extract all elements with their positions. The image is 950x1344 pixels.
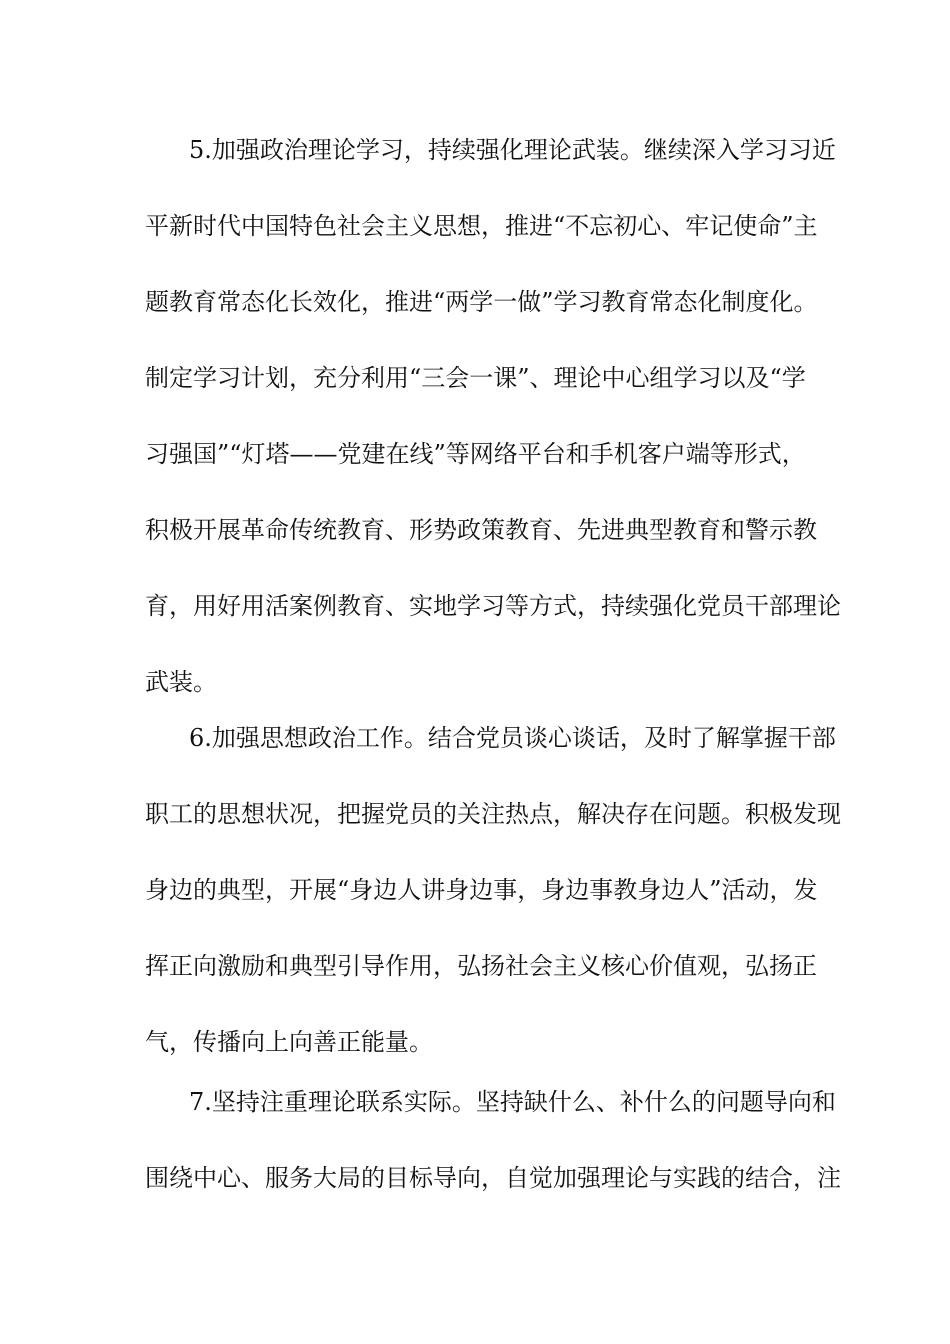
text-line: 平新时代中国特色社会主义思想，推进“不忘初心、牢记使命”主	[145, 212, 818, 240]
text-line: 题教育常态化长效化，推进“两学一做”学习教育常态化制度化。	[145, 288, 818, 316]
text-line: 身边的典型，开展“身边人讲身边事，身边事教身边人”活动，发	[145, 876, 818, 904]
text-line: 挥正向激励和典型引导作用，弘扬社会主义核心价值观，弘扬正	[145, 952, 817, 980]
text-line: 6.加强思想政治工作。结合党员谈心谈话，及时了解掌握干部	[189, 724, 836, 752]
text-line: 围绕中心、服务大局的目标导向，自觉加强理论与实践的结合，注	[145, 1164, 841, 1192]
text-line: 习强国”“灯塔——党建在线”等网络平台和手机客户端等形式，	[145, 440, 806, 468]
text-line: 育，用好用活案例教育、实地学习等方式，持续强化党员干部理论	[145, 592, 841, 620]
text-line: 积极开展革命传统教育、形势政策教育、先进典型教育和警示教	[145, 516, 817, 544]
text-line: 职工的思想状况，把握党员的关注热点，解决存在问题。积极发现	[145, 800, 841, 828]
text-line: 制定学习计划，充分利用“三会一课”、理论中心组学习以及“学	[145, 364, 806, 392]
text-line: 气，传播向上向善正能量。	[145, 1028, 433, 1056]
text-line: 武装。	[145, 668, 217, 696]
text-line: 5.加强政治理论学习，持续强化理论武装。继续深入学习习近	[189, 136, 836, 164]
text-line: 7.坚持注重理论联系实际。坚持缺什么、补什么的问题导向和	[189, 1088, 836, 1116]
